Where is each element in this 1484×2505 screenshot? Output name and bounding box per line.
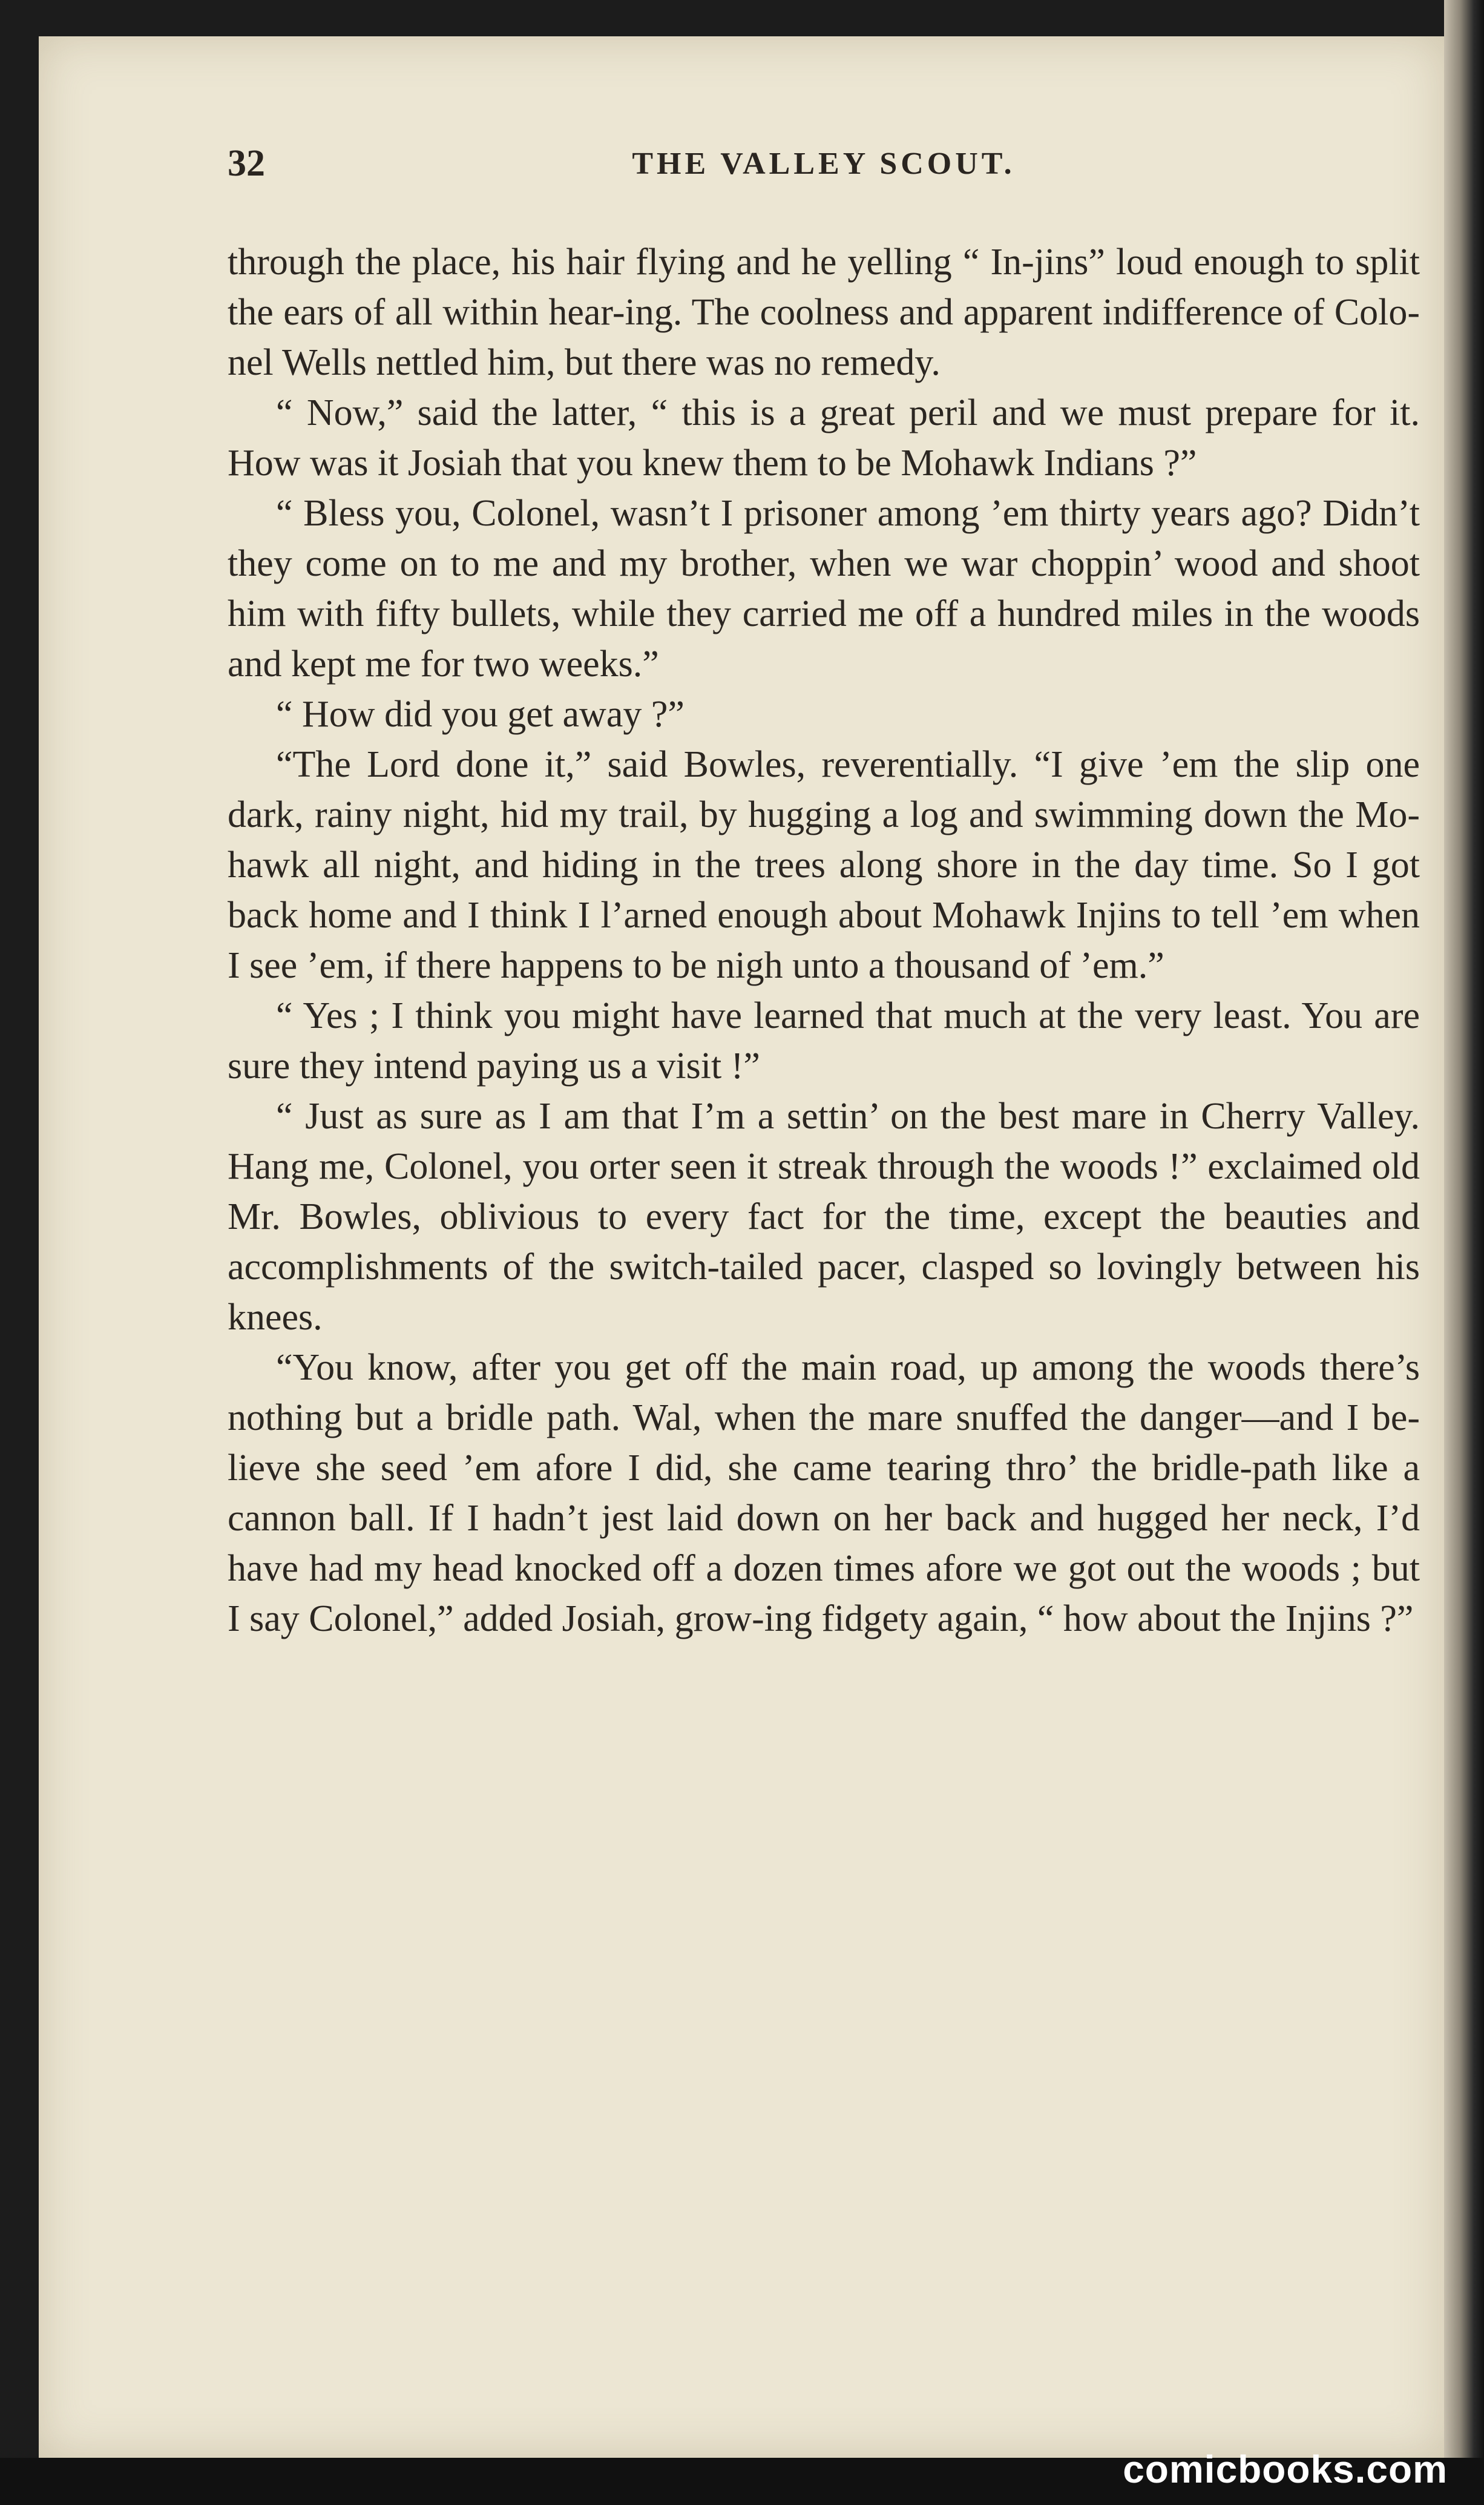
paragraph: “The Lord done it,” said Bowles, reverentially. “I give ’em the slip one dark, rainy night, hid my trail, by hugging a log and swimming down the Mo-hawk all night, and hiding in the trees along shore in the day time. So I got back home and I think I l’arned enough about Mohawk Injins to tell ’em when I see ’em, if there happens to be nigh unto a thousand of ’em.” — [228, 744, 1420, 986]
paragraph: “ Just as sure as I am that I’m a settin’ on the best mare in Cherry Valley. Hang me, Colonel, you orter seen it streak through the woods !” exclaimed old Mr. Bowles, oblivious to every fact for the time, except the beauties and accomplishments of the switch-tailed pacer, clasped so lovingly between his knees. — [228, 1096, 1420, 1338]
watermark: comicbooks.com — [1123, 2447, 1448, 2491]
paragraph: “ Now,” said the latter, “ this is a great peril and we must prepare for it. How was it Josiah that you knew them to be Mohawk Indians ?” — [228, 392, 1420, 484]
page-number: 32 — [228, 143, 265, 184]
running-title: THE VALLEY SCOUT. — [632, 146, 1016, 181]
paragraph: “You know, after you get off the main road, up among the woods there’s nothing but a bridle path. Wal, when the mare snuffed the danger—and I be-lieve she seed ’em afore I did, she came tearing thro’ the bridle-path like a cannon ball. If I hadn’t jest laid down on her back and hugged her neck, I’d have had my head knocked off a dozen times afore we got out the woods ; but I say Colonel,” added Josiah, grow-ing fidgety again, “ how about the Injins ?” — [228, 1347, 1420, 1639]
page-header — [228, 142, 1420, 209]
paragraph: “ How did you get away ?” — [276, 694, 685, 735]
paragraph: “ Bless you, Colonel, wasn’t I prisoner among ’em thirty years ago? Didn’t they come on to me and my brother, when we war choppin’ wood and shoot him with fifty bullets, while they carried me off a hundred miles in the woods and kept me for two weeks.” — [228, 493, 1420, 685]
paragraph: through the place, his hair flying and he yelling “ In-jins” loud enough to split the ears of all within hear-ing. The coolness and apparent indifference of Colo-nel Wells nettled him, but there was no remedy. — [228, 242, 1420, 383]
paragraph: “ Yes ; I think you might have learned that much at the very least. You are sure they intend paying us a visit !” — [228, 995, 1420, 1087]
facing-page-edge — [1444, 0, 1484, 2505]
page-body — [228, 237, 1420, 2308]
